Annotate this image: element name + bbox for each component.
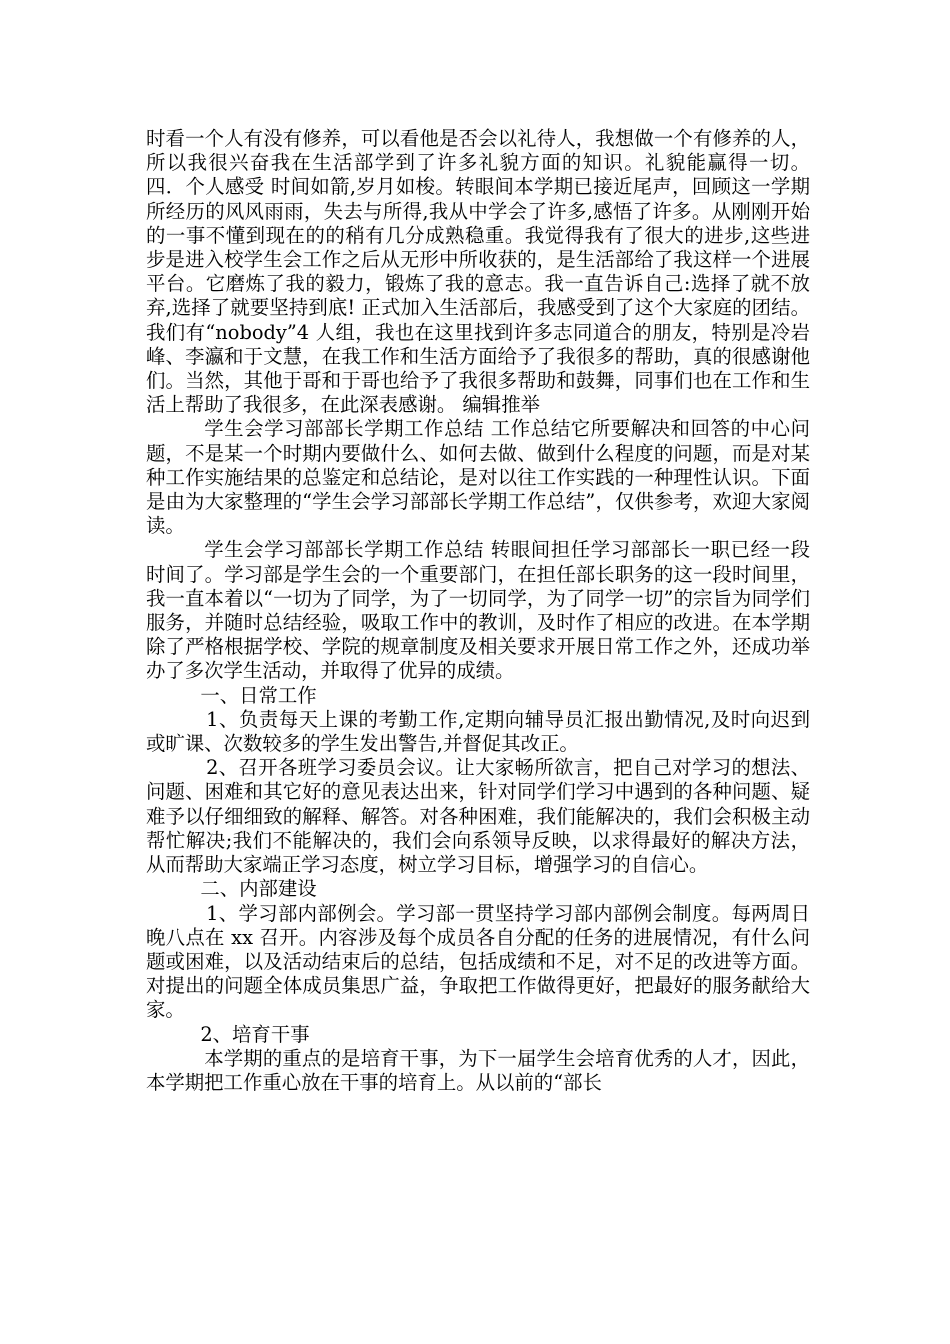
section-heading-internal-building: 二、内部建设	[200, 877, 317, 901]
paragraph-study-summary-body: 学生会学习部部长学期工作总结 转眼间担任学习部部长一职已经一段时间了。学习部是学生会的一个重要部门，在担任部长职务的这一段时间里，我一直本着以“一切为了同学，为了一切同学，为了同学一切”的宗旨为同学们服务，并随时总结经验，吸取工作中的教训，及时作了相应的改进。在本学期除了严格根据学校、学院的规章制度及相关要求开展日常工作之外，还成功举办了多次学生活动，并取得了优异的成绩。	[146, 538, 810, 683]
section-heading-daily-work: 一、日常工作	[200, 683, 317, 707]
list-item-committee-meeting: 2、召开各班学习委员会议。让大家畅所欲言，把自己对学习的想法、问题、困难和其它好的意见表达出来，针对同学们学习中遇到的各种问题、疑难予以仔细细致的解释、解答。对各种困难，我们能解决的，我们会积极主动帮忙解决;我们不能解决的，我们会向系领导反映，以求得最好的解决方法，从而帮助大家端正学习态度，树立学习目标，增强学习的自信心。	[146, 756, 810, 877]
subsection-heading-cultivate-staff: 2、培育干事	[200, 1022, 310, 1046]
paragraph-personal-feelings: 时看一个人有没有修养，可以看他是否会以礼待人，我想做一个有修养的人，所以我很兴奋我在生活部学到了许多礼貌方面的知识。礼貌能赢得一切。 四．个人感受 时间如箭,岁月如梭。转眼间本学期已接近尾声，回顾这一学期所经历的风风雨雨，失去与所得,我从中学会了许多,感悟了许多。从刚刚开始的一事不懂到现在的的稍有几分成熟稳重。我觉得我有了很大的进步,这些进步是进入校学生会工作之后从无形中所收获的，是生活部给了我这样一个进展平台。它磨炼了我的毅力，锻炼了我的意志。我一直告诉自己:选择了就不放弃,选择了就要坚持到底! 正式加入生活部后，我感受到了这个大家庭的团结。我们有“nobody”4 人组，我也在这里找到许多志同道合的朋友，特别是冷岩峰、李瀛和于文慧，在我工作和生活方面给予了我很多的帮助，真的很感谢他们。当然，其他于哥和于哥也给予了我很多帮助和鼓舞，同事们也在工作和生活上帮助了我很多，在此深表感谢。 编辑推举	[146, 127, 810, 417]
document-body	[146, 127, 810, 1095]
paragraph-study-summary-intro: 学生会学习部部长学期工作总结 工作总结它所要解决和回答的中心问题，不是某一个时期内要做什么、如何去做、做到什么程度的问题，而是对某种工作实施结果的总鉴定和总结论，是对以往工作实践的一种理性认识。下面是由为大家整理的“学生会学习部部长学期工作总结”，仅供参考，欢迎大家阅读。	[146, 417, 810, 538]
list-item-attendance: 1、负责每天上课的考勤工作,定期向辅导员汇报出勤情况,及时向迟到或旷课、次数较多的学生发出警告,并督促其改正。	[146, 707, 810, 756]
paragraph-cultivate-staff: 本学期的重点的是培育干事，为下一届学生会培育优秀的人才，因此，本学期把工作重心放在干事的培育上。从以前的“部长	[146, 1046, 810, 1094]
list-item-internal-meeting: 1、学习部内部例会。学习部一贯坚持学习部内部例会制度。每两周日晚八点在 xx 召开。内容涉及每个成员各自分配的任务的进展情况，有什么问题或困难，以及活动结束后的总结，包括成绩和不足，对不足的改进等方面。对提出的问题全体成员集思广益，争取把工作做得更好，把最好的服务献给大家。	[146, 901, 810, 1022]
